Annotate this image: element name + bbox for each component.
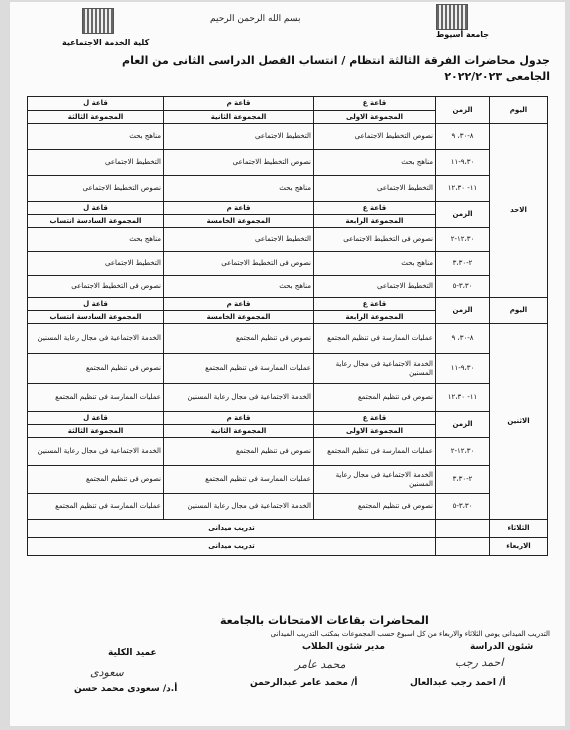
class-cell: نصوص فى تنظيم المجتمع — [164, 324, 314, 354]
time-slot: ١١- ١٢،٣٠ — [436, 176, 490, 202]
time-slot: ٢-٣،٣٠ — [436, 466, 490, 494]
hall-l: قاعة ل — [28, 412, 164, 425]
class-cell: نصوص فى تنظيم المجتمع — [314, 494, 436, 520]
university-logo-icon — [436, 4, 468, 30]
class-cell: التخطيط الاجتماعى — [314, 176, 436, 202]
class-cell: نصوص فى التخطيط الاجتماعى — [28, 276, 164, 298]
class-cell: عمليات الممارسة فى تنظيم المجتمع — [164, 466, 314, 494]
class-cell: الخدمة الاجتماعية فى مجال رعاية المسنين — [164, 384, 314, 412]
day-wednesday: الاربعاء — [490, 538, 548, 556]
signature-studies: احمد رجب — [455, 656, 504, 669]
hall-a: قاعة ع — [314, 202, 436, 215]
hall-a: قاعة ع — [314, 412, 436, 425]
class-cell: عمليات الممارسة فى تنظيم المجتمع — [314, 324, 436, 354]
studies-name: أ/ احمد رجب عبدالعال — [410, 678, 506, 688]
class-cell: نصوص التخطيط الاجتماعى — [28, 176, 164, 202]
time-slot: ٩،٣٠-١١ — [436, 150, 490, 176]
hall-a: قاعة ع — [314, 298, 436, 311]
header-day: اليوم — [490, 97, 548, 124]
class-cell: نصوص فى التخطيط الاجتماعى — [314, 228, 436, 252]
college-logo-icon — [82, 8, 114, 34]
header-day: اليوم — [490, 298, 548, 324]
class-cell: نصوص التخطيط الاجتماعى — [164, 150, 314, 176]
time-slot: ٣،٣٠-٥ — [436, 494, 490, 520]
class-cell: عمليات الممارسة فى تنظيم المجتمع — [164, 354, 314, 384]
time-slot: ١١- ١٢،٣٠ — [436, 384, 490, 412]
group-4: المجموعة الرابعة — [314, 215, 436, 228]
class-cell: مناهج بحث — [28, 124, 164, 150]
header-calligraphy: بسم الله الرحمن الرحيم — [210, 14, 301, 24]
students-name: أ/ محمد عامر عبدالرحمن — [250, 678, 358, 688]
schedule-title: جدول محاضرات الفرقة الثالثة انتظام / انتساب الفصل الدراسى الثانى من العام — [122, 54, 550, 67]
group-6: المجموعة السادسة انتساب — [28, 311, 164, 324]
academic-year: الجامعى ٢٠٢٢/٢٠٢٣ — [444, 70, 550, 83]
field-training-wednesday: تدريب ميدانى — [28, 538, 436, 556]
group-6: المجموعة السادسة انتساب — [28, 215, 164, 228]
hall-m: قاعة م — [164, 412, 314, 425]
day-sunday: الاحد — [490, 124, 548, 298]
class-cell: التخطيط الاجتماعى — [164, 228, 314, 252]
group-1: المجموعة الاولى — [314, 111, 436, 124]
hall-l: قاعة ل — [28, 298, 164, 311]
hall-m: قاعة م — [164, 298, 314, 311]
group-4: المجموعة الرابعة — [314, 311, 436, 324]
group-5: المجموعة الخامسة — [164, 215, 314, 228]
dean-title: عميد الكلية — [108, 648, 157, 658]
studies-title: شئون الدراسة — [470, 642, 534, 652]
class-cell: الخدمة الاجتماعية فى مجال رعاية المسنين — [314, 466, 436, 494]
class-cell: مناهج بحث — [164, 276, 314, 298]
class-cell: مناهج بحث — [314, 150, 436, 176]
class-cell: الخدمة الاجتماعية فى مجال رعاية المسنين — [164, 494, 314, 520]
field-training-tuesday: تدريب ميدانى — [28, 520, 436, 538]
footer-note: التدريب الميدانى يومى الثلاثاء والاربعاء من كل اسبوع حسب المجموعات بمكتب التدريب الميدانى — [270, 630, 550, 638]
class-cell: نصوص فى تنظيم المجتمع — [28, 354, 164, 384]
time-slot: ٩،٣٠-١١ — [436, 354, 490, 384]
class-cell: الخدمة الاجتماعية فى مجال رعاية المسنين — [28, 324, 164, 354]
hall-m: قاعة م — [164, 97, 314, 111]
class-cell: نصوص فى تنظيم المجتمع — [314, 384, 436, 412]
footer-heading: المحاضرات بقاعات الامتحانات بالجامعة — [220, 614, 429, 627]
group-2: المجموعة الثانية — [164, 111, 314, 124]
time-slot: ٣،٣٠-٥ — [436, 276, 490, 298]
class-cell: التخطيط الاجتماعى — [28, 252, 164, 276]
group-2: المجموعة الثانية — [164, 425, 314, 438]
class-cell: نصوص فى تنظيم المجتمع — [28, 466, 164, 494]
class-cell: الخدمة الاجتماعية فى مجال رعاية المسنين — [314, 354, 436, 384]
time-slot: ٢-٣،٣٠ — [436, 252, 490, 276]
signature-students: محمد عامر — [295, 658, 346, 671]
class-cell: نصوص التخطيط الاجتماعى — [314, 124, 436, 150]
group-3: المجموعة الثالثة — [28, 425, 164, 438]
class-cell: نصوص فى تنظيم المجتمع — [164, 438, 314, 466]
document-page — [10, 2, 565, 726]
class-cell: التخطيط الاجتماعى — [28, 150, 164, 176]
header-time: الزمن — [436, 202, 490, 228]
hall-l: قاعة ل — [28, 202, 164, 215]
schedule-table — [27, 96, 548, 556]
time-slot: ٨-٣٠، ٩ — [436, 324, 490, 354]
header-time: الزمن — [436, 412, 490, 438]
class-cell: التخطيط الاجتماعى — [164, 124, 314, 150]
hall-l: قاعة ل — [28, 97, 164, 111]
college-name: كلية الخدمة الاجتماعية — [62, 38, 150, 47]
group-5: المجموعة الخامسة — [164, 311, 314, 324]
signature-dean: سعودى — [90, 666, 124, 679]
class-cell: عمليات الممارسة فى تنظيم المجتمع — [314, 438, 436, 466]
group-3: المجموعة الثالثة — [28, 111, 164, 124]
class-cell: عمليات الممارسة فى تنظيم المجتمع — [28, 384, 164, 412]
header-time: الزمن — [436, 97, 490, 124]
hall-m: قاعة م — [164, 202, 314, 215]
students-title: مدير شئون الطلاب — [302, 642, 385, 652]
day-tuesday: الثلاثاء — [490, 520, 548, 538]
class-cell: عمليات الممارسة فى تنظيم المجتمع — [28, 494, 164, 520]
class-cell: نصوص فى التخطيط الاجتماعى — [164, 252, 314, 276]
time-slot: ١٢،٣٠-٢ — [436, 438, 490, 466]
class-cell: مناهج بحث — [314, 252, 436, 276]
time-slot: ٨-٣٠، ٩ — [436, 124, 490, 150]
university-name: جامعة أسيوط — [436, 30, 490, 39]
group-1: المجموعة الاولى — [314, 425, 436, 438]
class-cell: الخدمة الاجتماعية فى مجال رعاية المسنين — [28, 438, 164, 466]
day-monday: الاثنين — [490, 324, 548, 520]
class-cell: التخطيط الاجتماعى — [314, 276, 436, 298]
hall-a: قاعة ع — [314, 97, 436, 111]
time-slot: ١٢،٣٠-٢ — [436, 228, 490, 252]
class-cell: مناهج بحث — [164, 176, 314, 202]
dean-name: أ.د/ سعودى محمد حسن — [74, 684, 178, 694]
header-time: الزمن — [436, 298, 490, 324]
class-cell: مناهج بحث — [28, 228, 164, 252]
